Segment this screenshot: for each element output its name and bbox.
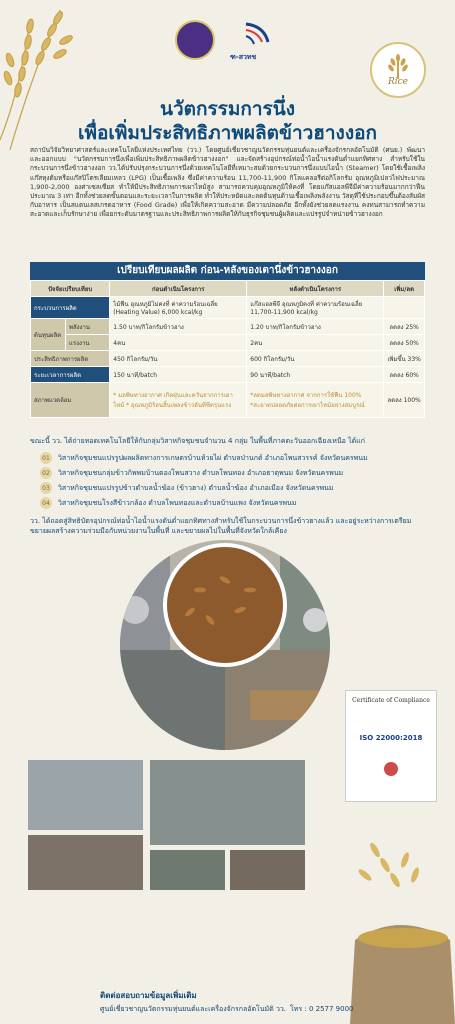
- row-before: 450 กิโลกรัม/วัน: [110, 351, 247, 367]
- patent-note: วว. ได้ถอดสู่สิทธิบัตรอุปกรณ์ท่อน้ำไอน้ำแรงดันต่ำแยกทิศทางสำหรับใช้ในกระบวนการนึ่งข้าวฮางแล้ว และอยู่ระหว่างการเตรียมขยายผลสร้างความร่วมมือกับหน่วยงานในพื้นที่ และขยายผลไปในพื้นที่จังหวัดใกล้เคียง: [30, 517, 412, 535]
- row-after: 600 กิโลกรัม/วัน: [247, 351, 384, 367]
- table-header: เพิ่ม/ลด: [384, 281, 425, 297]
- rice-logo-text: Rice: [387, 77, 409, 87]
- row-factor: ต้นทุนผลิต: [31, 319, 66, 351]
- row-after: *ลดมลพิษทางอากาศ จากการใช้ฟืน 100% *สะอาดปลอดภัยต่อการเผาไหม้อย่างสมบูรณ์: [247, 383, 384, 418]
- row-before: 1.50 บาท/กิโลกรัมข้าวฮาง: [110, 319, 247, 335]
- list-item: [40, 482, 430, 494]
- certificate-image: [345, 690, 437, 802]
- certificate-badge: ISO 22000:2018: [359, 734, 423, 742]
- row-change: [384, 297, 425, 319]
- list-number: 04: [40, 497, 52, 509]
- page-title-line2: เพื่อเพิ่มประสิทธิภาพผลิตข้าวฮางงอก: [77, 122, 378, 144]
- list-item-text: วิสาหกิจชุมชนแปรรูปข้าวตำบลน้ำฆ้อง (ข้าวฮาง) ตำบลน้ำฆ้อง อำเภอเมือง จังหวัดนครพนม: [58, 483, 334, 492]
- row-factor: ประสิทธิภาพการผลิต: [31, 351, 110, 367]
- list-number: 03: [40, 482, 52, 494]
- group-photo: [28, 835, 143, 890]
- row-sub: พลังงาน: [66, 319, 110, 335]
- list-item: [40, 452, 430, 464]
- row-after: 1.20 บาท/กิโลกรัมข้าวฮาง: [247, 319, 384, 335]
- group-photo: [150, 850, 225, 890]
- list-item-text: วิสาหกิจชุมชนแปรรูปผลผลิตทางการเกษตรบ้านห้วยไผ่ ตำบลป่านกต์ อำเภอโพนสวรรค์ จังหวัดนครพนม: [58, 453, 368, 462]
- row-factor: สภาพแวดล้อม: [31, 383, 110, 418]
- footer-contact-heading: ติดต่อสอบถามข้อมูลเพิ่มเติม: [100, 991, 197, 1000]
- row-factor: ระยะเวลาการผลิต: [31, 367, 110, 383]
- table-row: [31, 335, 425, 351]
- row-before: 150 นาที/batch: [110, 367, 247, 383]
- group-photo: [150, 760, 305, 845]
- list-number: 02: [40, 467, 52, 479]
- groups-intro: ขณะนี้ วว. ได้ถ่ายทอดเทคโนโลยีให้กับกลุ่มวิสาหกิจชุมชนจำนวน 4 กลุ่ม ในพื้นที่ภาคตะวันออกเฉียงเหนือ ได้แก่: [30, 437, 365, 445]
- row-before: ไม้ฟืน อุณหภูมิไม่คงที่ ค่าความร้อนเฉลี่ย (Heating Value) 6,000 kcal/kg: [110, 297, 247, 319]
- row-after: 2คน: [247, 335, 384, 351]
- nstda-logo: [175, 20, 215, 60]
- certificate-title: Certificate of Compliance: [352, 697, 430, 704]
- row-sub: แรงงาน: [66, 335, 110, 351]
- list-item-text: วิสาหกิจชุมชนกลุ่มข้าวกิพพมบ้านตองโพนสวาง ตำบลโพนทอง อำเภอธาตุพนม จังหวัดนครพนม: [58, 468, 344, 477]
- list-number: 01: [40, 452, 52, 464]
- row-change: ลดลง 50%: [384, 335, 425, 351]
- rice-logo: [370, 42, 426, 98]
- intro-paragraph: สถาบันวิจัยวิทยาศาสตร์และเทคโนโลยีแห่งประเทศไทย (วว.) โดยศูนย์เชี่ยวชาญนวัตกรรมหุ่นยนต์และเครื่องจักรกลอัตโนมัติ (ศนย.) พัฒนาและออกแบบ "นวัตกรรมการนึ่งเพื่อเพิ่มประสิทธิภาพผลิตข้าวฮางงอก" และจัดสร้างอุปกรณ์ท่อน้ำไอน้ำแรงดันต่ำแยกทิศทาง สำหรับใช้ในกระบวนการนึ่งข้าวฮางงอก วว.ได้ปรับปรุงกระบวนการนึ่งด้วยเทคโนโลยีที่เหมาะสมด้วยกระบวนการนึ่งแบบไอน้ำ (Steamer) โดยใช้เชื้อเพลิงแก๊สหุงต้มหรือแก๊สปิโตรเลียมเหลว (LPG) เป็นเชื้อเพลิง ซึ่งมีค่าความร้อน 11,700-11,900 กิโลแคลอรีต่อกิโลกรัม อุณหภูมิเปลวไฟประมาณ 1,900-2,000 องศาเซลเซียส ทำให้มีประสิทธิภาพการเผาไหม้สูง สามารถควบคุมอุณหภูมิให้คงที่ โดยแก๊สแอลพีจีมีค่าความร้อนมากกว่าฟืนประมาณ 3 เท่า อีกทั้งช่วยลดขั้นตอนและระยะเวลาในการผลิต ทำให้ประหยัดและลดต้นทุนด้านเชื้อเพลิงพลังงาน วัสดุที่ใช้ประกอบขึ้นต้องสัมผัสกับอาหาร เป็นสแตนเลสเกรดอาหาร (Food Grade) เพื่อให้เกิดความสะอาด มีความปลอดภัย อีกทั้งยังช่วยลดแรงงาน คงทนสามารถทำความสะอาดและเก็บรักษาง่าย เพื่อยกระดับมาตรฐานและประสิทธิภาพการผลิตให้กับธุรกิจชุมชนผู้ผลิตและแปรรูปจำหน่ายข้าวฮางงอก: [30, 146, 425, 219]
- row-change: ลดลง 25%: [384, 319, 425, 335]
- table-header: หลังดำเนินโครงการ: [247, 281, 384, 297]
- group-photo: [230, 850, 305, 890]
- list-item: [40, 497, 430, 509]
- row-before: * มลพิษทางอากาศ เกิดฝุ่นและควันจากการเผาไหม้ * อุณหภูมิร้อนสิ้นเพลงข้าวอันที่ซีดรุนแรง: [110, 383, 247, 418]
- table-row: [31, 319, 425, 335]
- row-factor: กระบวนการผลิต: [31, 297, 110, 319]
- table-header: ปัจจัยเปรียบเทียบ: [31, 281, 110, 297]
- table-row: [31, 297, 425, 319]
- list-item-text: วิสาหกิจชุมชนโรงสีข้าวกล้อง ตำบลโพนทองและตำบลบ้านแพง จังหวัดนครพนม: [58, 498, 297, 507]
- row-before: 4คน: [110, 335, 247, 351]
- list-item: [40, 467, 430, 479]
- footer-phone: โทร : 0 2577 9000: [290, 1005, 354, 1013]
- table-row: [31, 351, 425, 367]
- table-header: ก่อนดำเนินโครงการ: [110, 281, 247, 297]
- mtec-logo-text: ฑ-สวทช: [230, 53, 257, 61]
- certificate-seal-icon: [384, 762, 398, 776]
- table-row: [31, 367, 425, 383]
- row-change: เพิ่มขึ้น 33%: [384, 351, 425, 367]
- production-photo-collage: [60, 540, 390, 750]
- row-after: 90 นาที/batch: [247, 367, 384, 383]
- page-title-line1: นวัตกรรมการนึ่ง: [159, 98, 296, 120]
- row-after: แก๊สแอลพีจี อุณหภูมิคงที่ ค่าความร้อนเฉลี่ย 11,700-11,900 kcal/kg: [247, 297, 384, 319]
- table-title: เปรียบเทียบผลผลิต ก่อน-หลังของเตานึ่งข้าวฮางงอก: [30, 262, 425, 280]
- row-change: ลดลง 60%: [384, 367, 425, 383]
- table-row: [31, 383, 425, 418]
- footer-org-name: ศูนย์เชี่ยวชาญนวัตกรรมหุ่นยนต์และเครื่องจักรกลอัตโนมัติ วว.: [100, 1005, 287, 1013]
- comparison-table: [30, 262, 425, 418]
- group-photo: [28, 760, 143, 830]
- row-change: ลดลง 100%: [384, 383, 425, 418]
